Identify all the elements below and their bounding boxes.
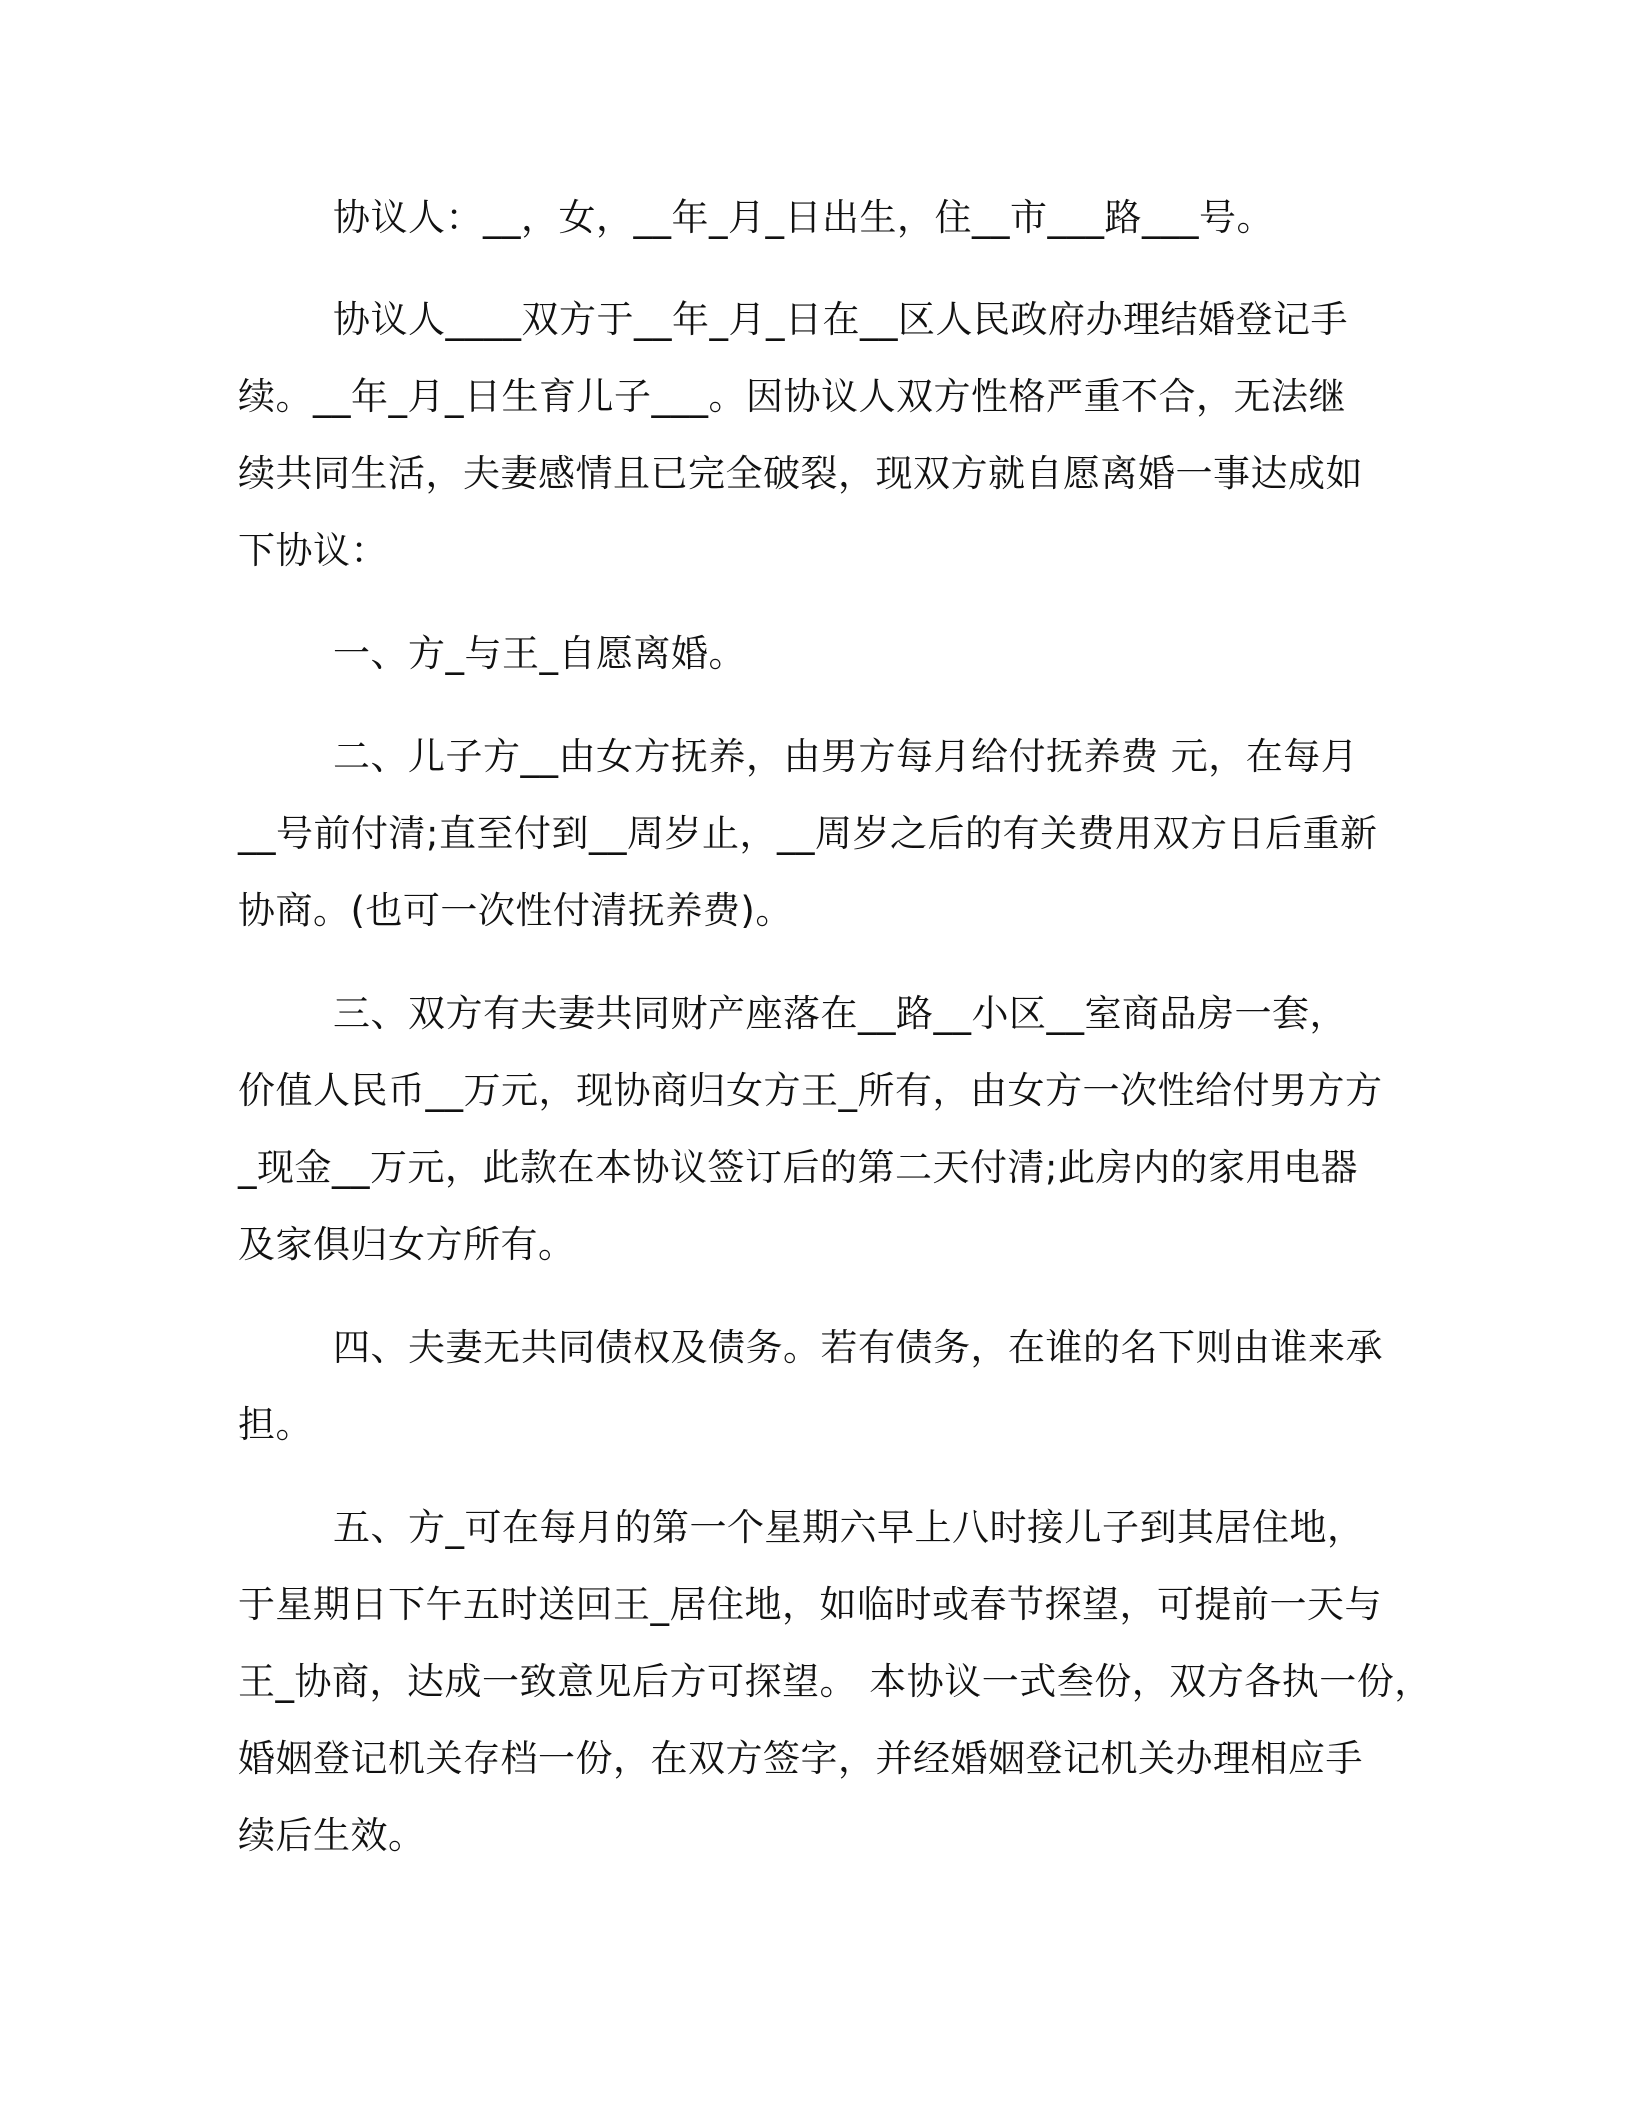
paragraph-5-line-3: _现金__万元，此款在本协议签订后的第二天付清;此房内的家用电器 bbox=[238, 1146, 1358, 1189]
paragraph-4-line-2: __号前付清;直至付到__周岁止，__周岁之后的有关费用双方日后重新 bbox=[238, 812, 1378, 855]
paragraph-3-line-1: 一、方_与王_自愿离婚。 bbox=[333, 632, 746, 675]
paragraph-1-line-1: 协议人：__，女，__年_月_日出生，住__市___路___号。 bbox=[333, 196, 1274, 239]
paragraph-6-line-1: 四、夫妻无共同债权及债务。若有债务，在谁的名下则由谁来承 bbox=[333, 1326, 1383, 1369]
paragraph-5-line-1: 三、双方有夫妻共同财产座落在__路__小区__室商品房一套， bbox=[333, 992, 1347, 1035]
paragraph-4-line-1: 二、儿子方__由女方抚养，由男方每月给付抚养费 元，在每月 bbox=[333, 735, 1359, 778]
paragraph-5-line-2: 价值人民币__万元，现协商归女方王_所有，由女方一次性给付男方方 bbox=[238, 1069, 1383, 1112]
paragraph-5-line-4: 及家俱归女方所有。 bbox=[238, 1223, 576, 1266]
paragraph-2-line-3: 续共同生活，夫妻感情且已完全破裂，现双方就自愿离婚一事达成如 bbox=[238, 452, 1363, 495]
paragraph-7-line-2: 于星期日下午五时送回王_居住地，如临时或春节探望，可提前一天与 bbox=[238, 1583, 1382, 1626]
paragraph-7-line-1: 五、方_可在每月的第一个星期六早上八时接儿子到其居住地， bbox=[333, 1506, 1365, 1549]
paragraph-2-line-4: 下协议： bbox=[238, 529, 388, 572]
paragraph-7-line-5: 续后生效。 bbox=[238, 1814, 426, 1857]
paragraph-7-line-3: 王_协商，达成一致意见后方可探望。 本协议一式叁份，双方各执一份， bbox=[238, 1660, 1432, 1703]
paragraph-7-line-4: 婚姻登记机关存档一份，在双方签字，并经婚姻登记机关办理相应手 bbox=[238, 1737, 1363, 1780]
paragraph-4-line-3: 协商。(也可一次性付清抚养费)。 bbox=[238, 889, 793, 932]
paragraph-2-line-1: 协议人____双方于__年_月_日在__区人民政府办理结婚登记手 bbox=[333, 298, 1348, 341]
paragraph-6-line-2: 担。 bbox=[238, 1403, 313, 1446]
paragraph-2-line-2: 续。__年_月_日生育儿子___。因协议人双方性格严重不合，无法继 bbox=[238, 375, 1346, 418]
